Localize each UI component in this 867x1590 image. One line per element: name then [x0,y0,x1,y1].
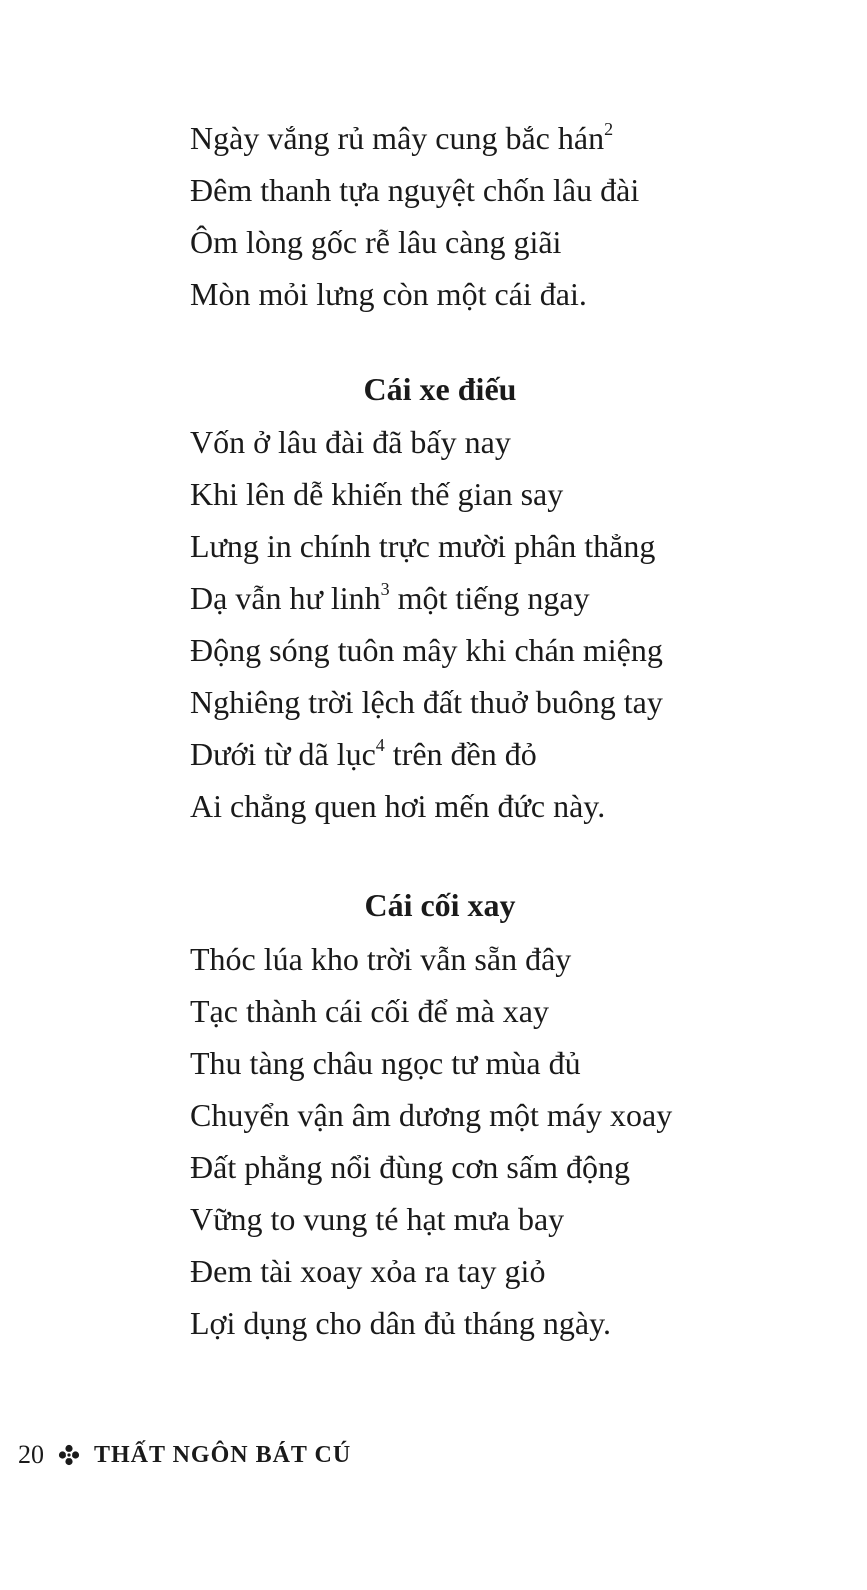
poem-line: Đất phẳng nổi đùng cơn sấm động [190,1149,630,1185]
footnote-marker: 3 [380,579,390,600]
poem-title: Cái xe điếu [363,371,517,407]
poem-line: Động sóng tuôn mây khi chán miệng [190,632,663,668]
poem-line: Dưới từ dã lục$^4$ trên đền đỏ [190,735,537,772]
poem-line: Vốn ở lâu đài đã bấy nay [190,424,511,460]
section-title: THẤT NGÔN BÁT CÚ [94,1441,352,1468]
poem-line: Thóc lúa kho trời vẫn sẵn đây [190,941,572,977]
poem-line: Lưng in chính trực mười phân thẳng [190,528,656,564]
flower-ornament-icon [58,1444,80,1466]
poem-line: Lợi dụng cho dân đủ tháng ngày. [190,1305,611,1341]
poem-stanza-continued [190,112,810,320]
poem-line: Nghiêng trời lệch đất thuở buông tay [190,684,663,720]
footnote-marker: 4 [375,735,385,756]
poem-line: Ai chẳng quen hơi mến đức này. [190,788,606,824]
poem-line: Ôm lòng gốc rễ lâu càng giãi [190,224,562,260]
poem-line: Khi lên dễ khiến thế gian say [190,476,564,512]
poem-title: Cái cối xay [364,887,516,923]
poem-stanza [190,416,810,832]
poem-line: Đem tài xoay xỏa ra tay giỏ [190,1253,546,1289]
poem-line: Ngày vắng rủ mây cung bắc hán$^2$ [190,119,614,156]
poem-line: Đêm thanh tựa nguyệt chốn lâu đài [190,172,640,208]
poem-line: Vững to vung té hạt mưa bay [190,1201,565,1237]
page-footer [18,1435,351,1475]
poem-stanza [190,933,810,1349]
poem-line: Thu tàng châu ngọc tư mùa đủ [190,1045,581,1081]
poem-line: Tạc thành cái cối để mà xay [190,993,549,1029]
poem-line: Mòn mỏi lưng còn một cái đai. [190,276,587,312]
poem-line: Dạ vẫn hư linh$^3$ một tiếng ngay [190,579,590,616]
page-number: 20 [18,1440,44,1469]
poem-line: Chuyển vận âm dương một máy xoay [190,1097,673,1133]
footnote-marker: 2 [604,119,614,140]
